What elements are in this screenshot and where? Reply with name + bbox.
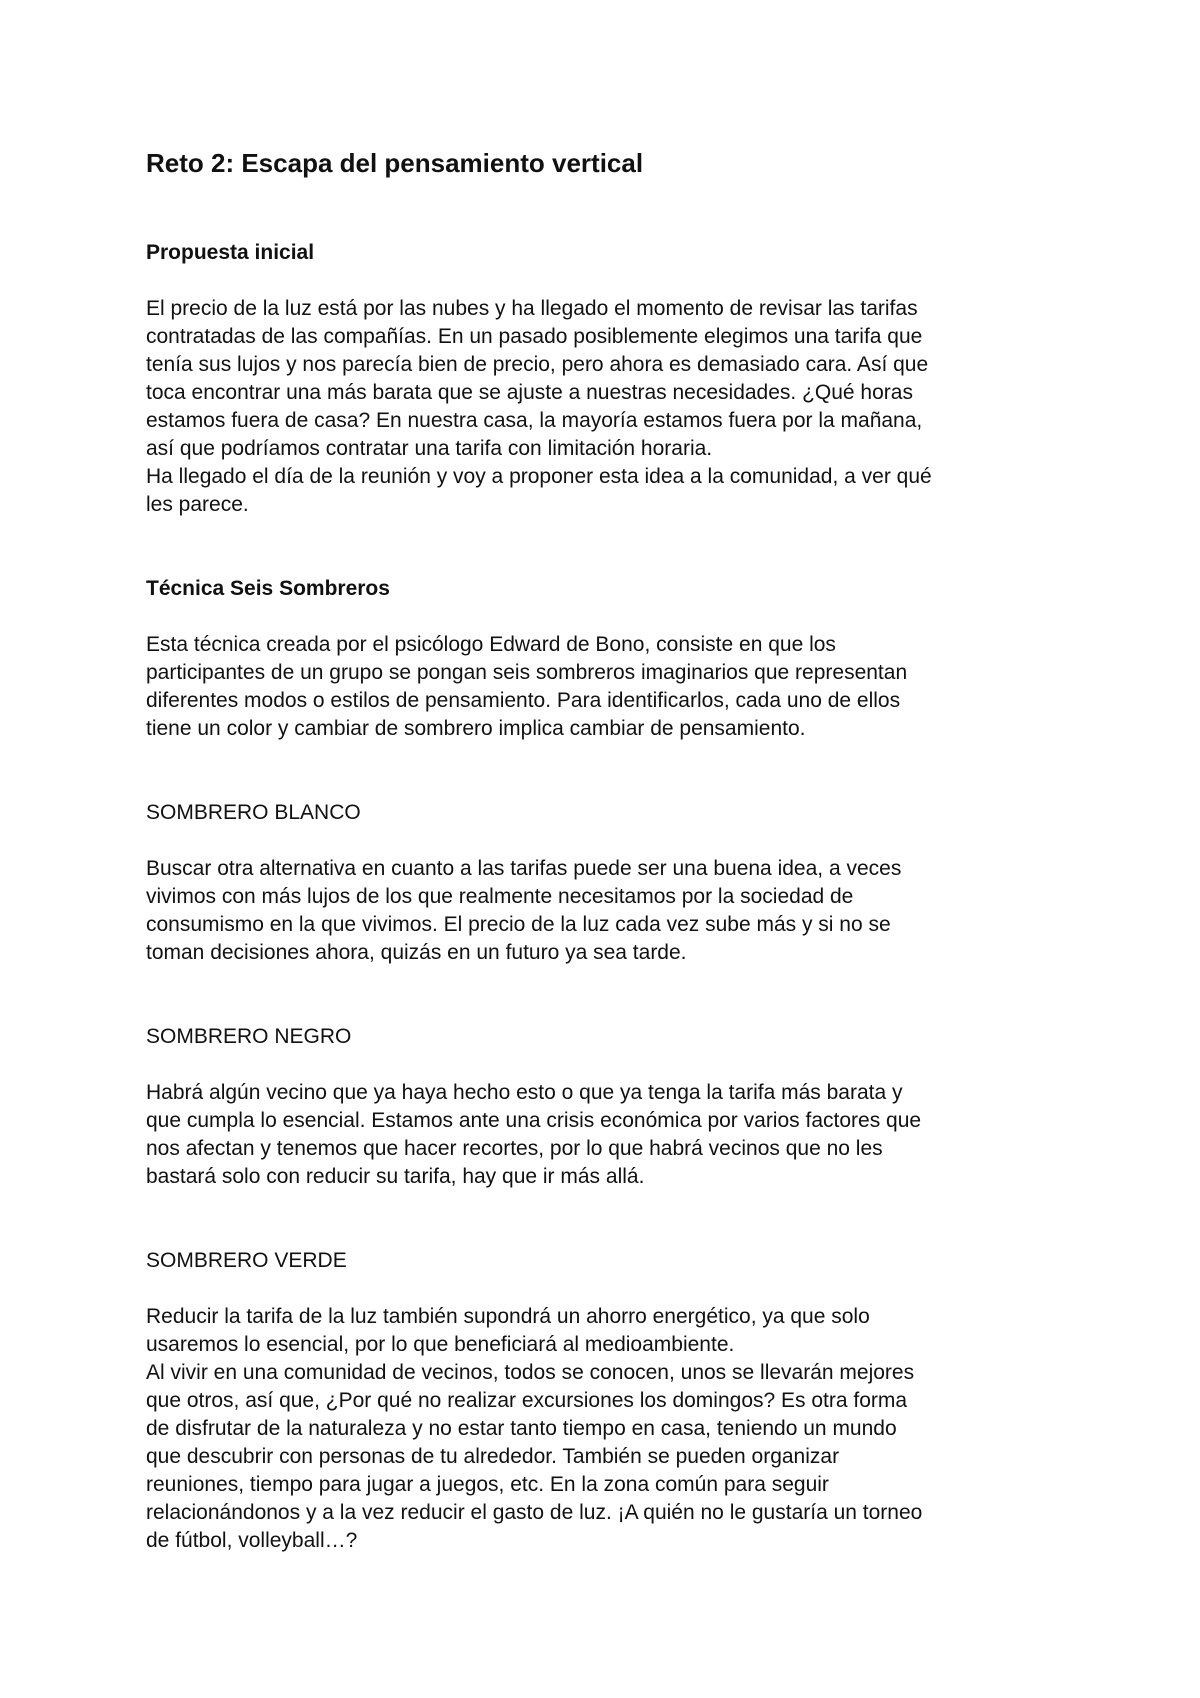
text-line: de disfrutar de la naturaleza y no estar tanto tiempo en casa, teniendo un mundo (146, 1417, 897, 1440)
text-line: Ha llegado el día de la reunión y voy a proponer esta idea a la comunidad, a ver qué (146, 465, 932, 488)
text-line: nos afectan y tenemos que hacer recortes, por lo que habrá vecinos que no les (146, 1137, 883, 1160)
text-line: contratadas de las compañías. En un pasado posiblemente elegimos una tarifa que (146, 325, 923, 348)
text-line: Reducir la tarifa de la luz también supondrá un ahorro energético, ya que solo (146, 1305, 870, 1328)
paragraph-propuesta (146, 295, 932, 519)
text-line: participantes de un grupo se pongan seis sombreros imaginarios que representan (146, 661, 908, 684)
text-line: El precio de la luz está por las nubes y ha llegado el momento de revisar las tarifas (146, 297, 918, 320)
text-line: Esta técnica creada por el psicólogo Edward de Bono, consiste en que los (146, 633, 836, 656)
text-line: vivimos con más lujos de los que realmente necesitamos por la sociedad de (146, 885, 854, 908)
text-line: tenía sus lujos y nos parecía bien de precio, pero ahora es demasiado cara. Así que (146, 353, 929, 376)
text-line: que descubrir con personas de tu alrededor. También se pueden organizar (146, 1445, 840, 1468)
paragraph-tecnica (146, 631, 907, 743)
text-line: Buscar otra alternativa en cuanto a las tarifas puede ser una buena idea, a veces (146, 857, 902, 880)
text-line: bastará solo con reducir su tarifa, hay que ir más allá. (146, 1165, 645, 1188)
section-heading-tecnica: Técnica Seis Sombreros (146, 577, 390, 600)
text-line: toca encontrar una más barata que se ajuste a nuestras necesidades. ¿Qué horas (146, 381, 913, 404)
text-line: reuniones, tiempo para jugar a juegos, etc. En la zona común para seguir (146, 1473, 829, 1496)
paragraph-blanco (146, 855, 901, 967)
text-line: les parece. (146, 493, 249, 516)
text-line: tiene un color y cambiar de sombrero implica cambiar de pensamiento. (146, 717, 806, 740)
text-line: de fútbol, volleyball…? (146, 1529, 358, 1552)
text-line: Habrá algún vecino que ya haya hecho esto o que ya tenga la tarifa más barata y (146, 1081, 903, 1104)
text-line: Al vivir en una comunidad de vecinos, todos se conocen, unos se llevarán mejores (146, 1361, 915, 1384)
paragraph-verde (146, 1303, 922, 1555)
hat-heading-verde: SOMBRERO VERDE (146, 1249, 347, 1272)
paragraph-negro (146, 1079, 921, 1191)
text-line: estamos fuera de casa? En nuestra casa, la mayoría estamos fuera por la mañana, (146, 409, 923, 432)
text-line: relacionándonos y a la vez reducir el gasto de luz. ¡A quién no le gustaría un torneo (146, 1501, 923, 1524)
text-line: usaremos lo esencial, por lo que beneficiará al medioambiente. (146, 1333, 735, 1356)
text-line: consumismo en la que vivimos. El precio de la luz cada vez sube más y si no se (146, 913, 891, 936)
section-heading-propuesta: Propuesta inicial (146, 241, 315, 264)
document-title: Reto 2: Escapa del pensamiento vertical (146, 148, 644, 178)
text-line: diferentes modos o estilos de pensamiento. Para identificarlos, cada uno de ellos (146, 689, 901, 712)
text-line: que cumpla lo esencial. Estamos ante una crisis económica por varios factores que (146, 1109, 922, 1132)
text-line: así que podríamos contratar una tarifa con limitación horaria. (146, 437, 713, 460)
hat-heading-blanco: SOMBRERO BLANCO (146, 801, 361, 824)
text-line: toman decisiones ahora, quizás en un futuro ya sea tarde. (146, 941, 687, 964)
text-line: que otros, así que, ¿Por qué no realizar excursiones los domingos? Es otra forma (146, 1389, 908, 1412)
hat-heading-negro: SOMBRERO NEGRO (146, 1025, 352, 1048)
